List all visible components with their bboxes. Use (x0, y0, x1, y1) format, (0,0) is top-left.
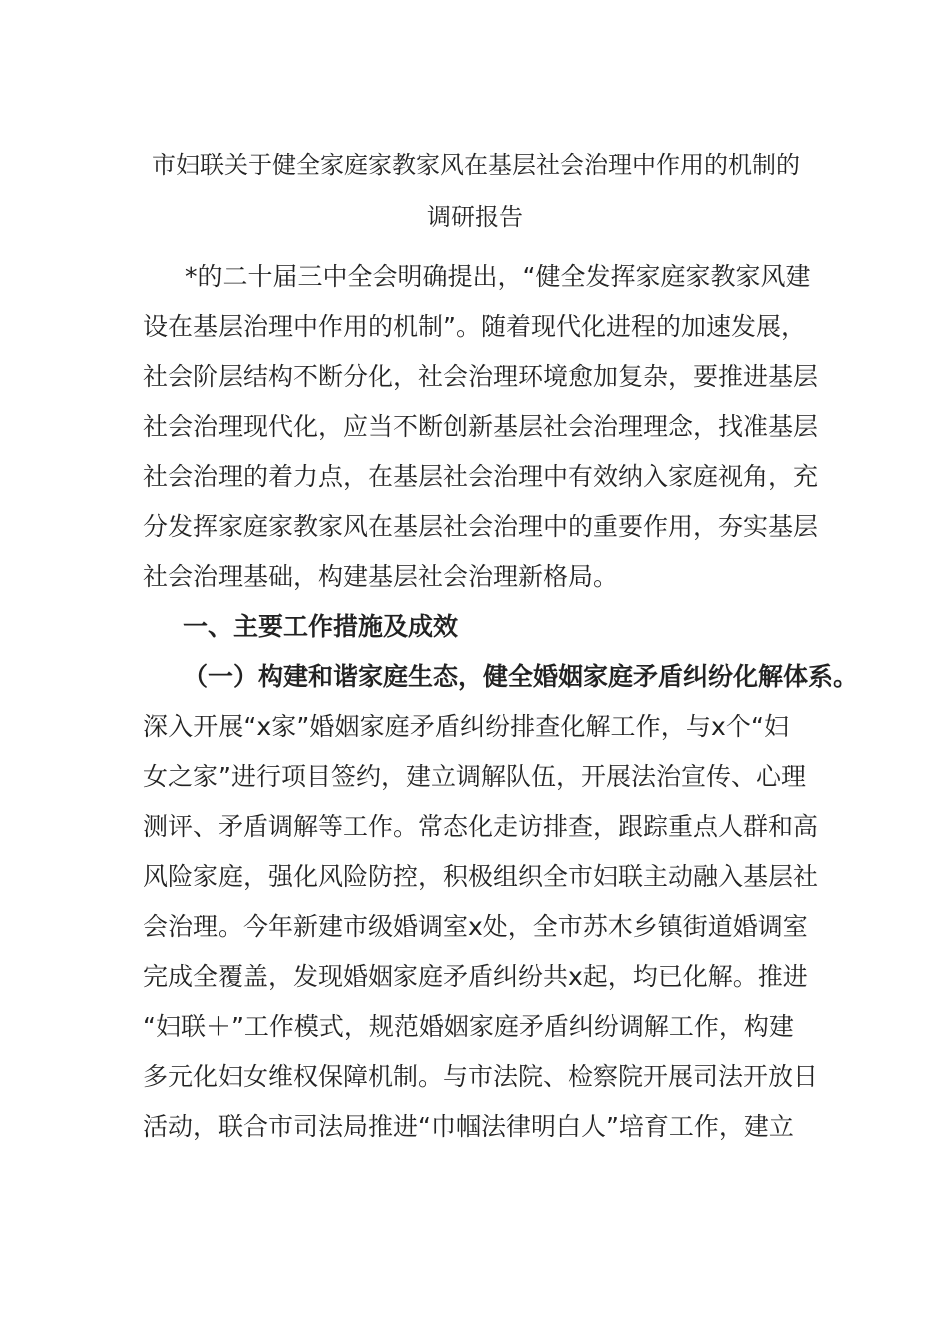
body-line-2: 女之家”进行项目签约，建立调解队伍，开展法治宣传、心理 (143, 762, 806, 791)
intro-line-3: 社会阶层结构不断分化，社会治理环境愈加复杂，要推进基层 (143, 362, 819, 391)
document-title-line-1: 市妇联关于健全家庭家教家风在基层社会治理中作用的机制的 (152, 151, 800, 179)
intro-line-7: 社会治理基础，构建基层社会治理新格局。 (143, 562, 619, 591)
subheading: （一）构建和谐家庭生态，健全婚姻家庭矛盾纠纷化解体系。 (183, 662, 859, 691)
intro-line-6: 分发挥家庭家教家风在基层社会治理中的重要作用，夯实基层 (143, 512, 819, 541)
body-line-8: 多元化妇女维权保障机制。与市法院、检察院开展司法开放日 (143, 1062, 819, 1091)
intro-line-4: 社会治理现代化，应当不断创新基层社会治理理念，找准基层 (143, 412, 819, 441)
intro-line-5: 社会治理的着力点，在基层社会治理中有效纳入家庭视角，充 (143, 462, 819, 491)
intro-line-1: *的二十届三中全会明确提出，“健全发挥家庭家教家风建 (185, 262, 811, 291)
body-line-6: 完成全覆盖，发现婚姻家庭矛盾纠纷共x起，均已化解。推进 (143, 962, 808, 991)
document-title-line-2: 调研报告 (427, 203, 523, 231)
section-heading: 一、主要工作措施及成效 (183, 612, 459, 641)
body-line-7: “妇联＋”工作模式，规范婚姻家庭矛盾纠纷调解工作，构建 (143, 1012, 794, 1041)
body-line-9: 活动，联合市司法局推进“巾帼法律明白人”培育工作，建立 (143, 1112, 794, 1141)
body-line-4: 风险家庭，强化风险防控，积极组织全市妇联主动融入基层社 (143, 862, 819, 891)
body-line-1: 深入开展“x家”婚姻家庭矛盾纠纷排查化解工作，与x个“妇 (143, 712, 789, 741)
body-line-3: 测评、矛盾调解等工作。常态化走访排查，跟踪重点人群和高 (143, 812, 819, 841)
intro-line-2: 设在基层治理中作用的机制”。随着现代化进程的加速发展， (143, 312, 806, 341)
body-line-5: 会治理。今年新建市级婚调室x处，全市苏木乡镇街道婚调室 (143, 912, 808, 941)
